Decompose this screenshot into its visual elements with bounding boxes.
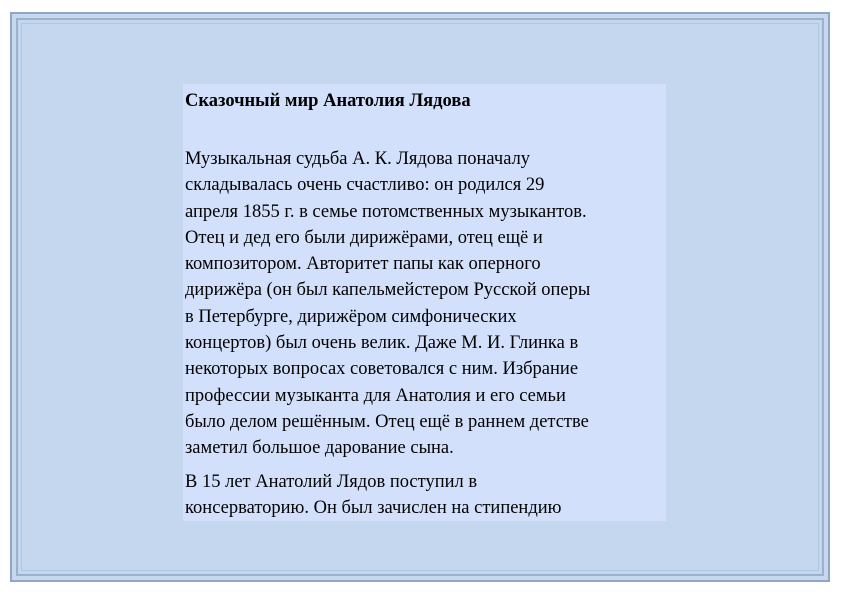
paragraph-1 [185,146,666,462]
paragraph-line: было делом решённым. Отец ещё в раннем детстве [185,411,589,432]
paragraph-line: профессии музыканта для Анатолия и его семьи [185,385,566,406]
paragraph-line: апреля 1855 г. в семье потомственных музыкантов. [185,201,587,222]
paragraph-line: композитором. Авторитет папы как оперного [185,254,541,275]
paragraph-line: В 15 лет Анатолий Лядов поступил в [185,472,478,492]
text-box [183,84,666,521]
paragraph-line: в Петербурге, дирижёром симфонических [185,306,517,327]
paragraph-line: консерваторию. Он был зачислен на стипендию [185,498,562,519]
paragraph-2 [185,469,666,521]
paragraph-line: Отец и дед его были дирижёрами, отец ещё и [185,227,543,248]
paragraph-line: складывалась очень счастливо: он родился 29 [185,175,545,196]
paragraph-line: Музыкальная судьба А. К. Лядова поначалу [185,149,531,169]
paragraph-line: некоторых вопросах советовался с ним. Избрание [185,359,579,380]
document-title: Сказочный мир Анатолия Лядова [185,91,471,111]
paragraph-line: заметил большое дарование сына. [185,438,454,459]
paragraph-line: дирижёра (он был капельмейстером Русской оперы [185,280,591,301]
paragraph-line: концертов) был очень велик. Даже М. И. Глинка в [185,333,579,354]
